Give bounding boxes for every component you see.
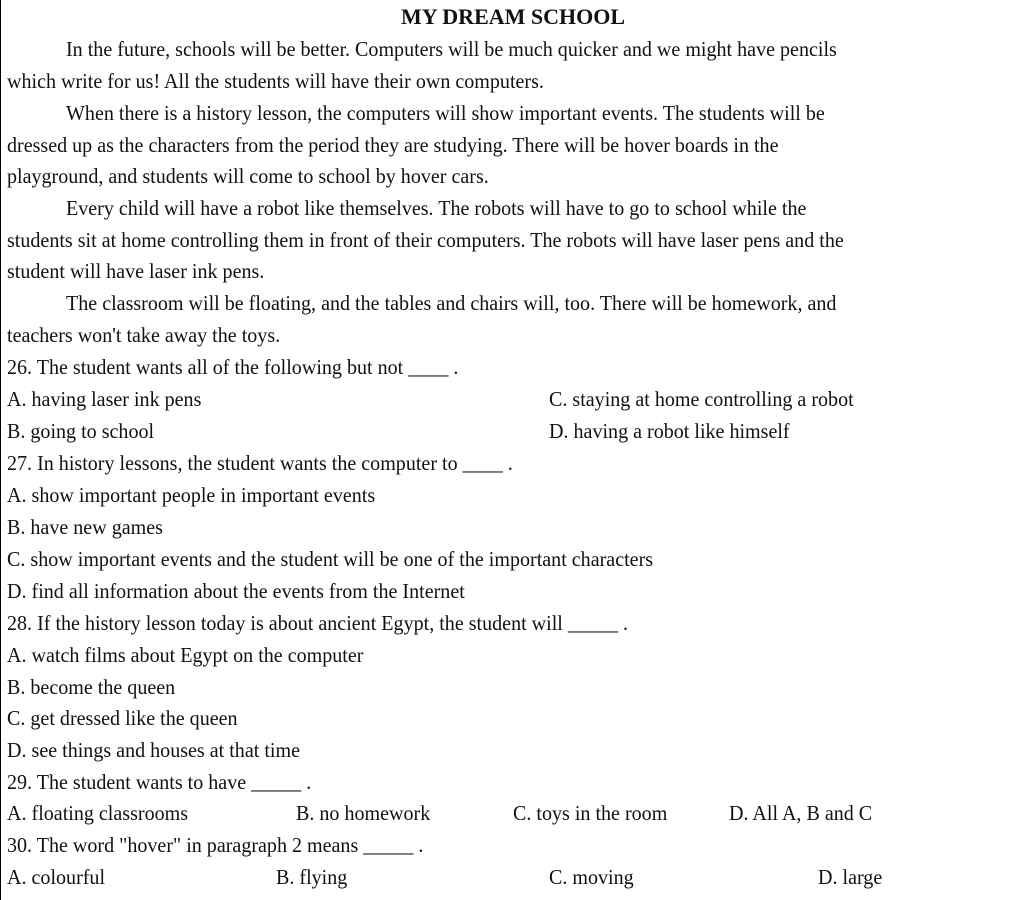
answer-option: A. watch films about Egypt on the computer [7, 643, 364, 667]
passage-line: dressed up as the characters from the period they are studying. There will be hover boards in the [7, 133, 779, 157]
question-stem: 28. If the history lesson today is about ancient Egypt, the student will _____ . [7, 611, 629, 635]
answer-option: C. moving [549, 865, 634, 889]
passage-line: teachers won't take away the toys. [7, 323, 281, 347]
question-stem: 27. In history lessons, the student wants the computer to ____ . [7, 451, 513, 475]
passage-line: When there is a history lesson, the computers will show important events. The students will be [66, 101, 825, 125]
answer-option: C. staying at home controlling a robot [549, 387, 854, 411]
answer-option: B. become the queen [7, 675, 176, 699]
answer-option: C. toys in the room [513, 801, 668, 825]
answer-option: C. show important events and the student will be one of the important characters [7, 547, 654, 571]
passage-line: students sit at home controlling them in front of their computers. The robots will have laser pens and the [7, 228, 844, 252]
answer-option: D. find all information about the events from the Internet [7, 579, 465, 603]
document-title: MY DREAM SCHOOL [400, 4, 626, 29]
answer-option: D. All A, B and C [729, 801, 873, 825]
answer-option: D. having a robot like himself [549, 419, 790, 443]
answer-option: A. show important people in important events [7, 483, 376, 507]
answer-option: A. colourful [7, 865, 106, 889]
answer-option: B. going to school [7, 419, 155, 443]
answer-option: A. having laser ink pens [7, 387, 202, 411]
passage-line: The classroom will be floating, and the tables and chairs will, too. There will be homework, and [66, 291, 837, 315]
question-stem: 29. The student wants to have _____ . [7, 770, 312, 794]
answer-option: B. have new games [7, 515, 163, 539]
answer-option: B. flying [276, 865, 348, 889]
passage-line: In the future, schools will be better. Computers will be much quicker and we might have pencils [66, 37, 837, 61]
answer-option: A. floating classrooms [7, 801, 189, 825]
passage-line: playground, and students will come to school by hover cars. [7, 164, 489, 188]
question-stem: 30. The word "hover" in paragraph 2 means _____ . [7, 833, 424, 857]
answer-option: C. get dressed like the queen [7, 706, 238, 730]
question-stem: 26. The student wants all of the following but not ____ . [7, 355, 459, 379]
answer-option: D. large [818, 865, 883, 889]
passage-line: which write for us! All the students will have their own computers. [7, 69, 544, 93]
passage-line: student will have laser ink pens. [7, 259, 265, 283]
passage-line: Every child will have a robot like themselves. The robots will have to go to school while the [66, 196, 807, 220]
answer-option: D. see things and houses at that time [7, 738, 300, 762]
answer-option: B. no homework [296, 801, 431, 825]
